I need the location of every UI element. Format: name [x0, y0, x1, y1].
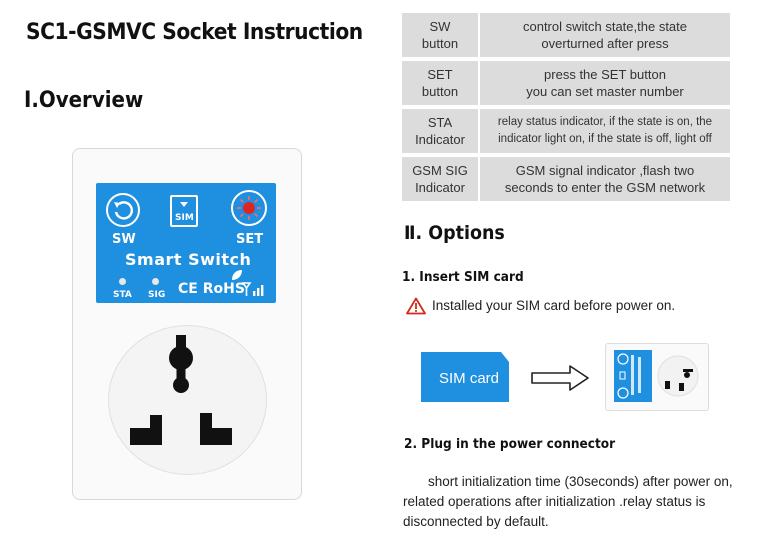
table-row: [402, 61, 730, 105]
table-desc-line: you can set master number: [526, 84, 684, 99]
arrow-right-icon: [530, 364, 592, 392]
table-desc-line: control switch state,the state: [522, 19, 688, 34]
sw-button-icon: [106, 193, 140, 227]
table-key: [402, 157, 480, 201]
cert-label: CE RoHS: [178, 281, 245, 297]
sta-label: STA: [113, 290, 132, 300]
sig-label: SIG: [148, 290, 166, 300]
table-key-line: button: [421, 84, 459, 99]
controls-table: [402, 9, 730, 205]
table-key: [402, 13, 480, 57]
outlet-holes-icon: [108, 325, 265, 473]
table-desc: [480, 61, 730, 105]
table-row: [402, 157, 730, 201]
sig-led-icon: [152, 278, 159, 285]
table-key-line: STA: [427, 115, 453, 130]
sw-label: SW: [112, 232, 136, 247]
warning-icon: [406, 297, 426, 315]
overview-heading: Ⅰ.Overview: [24, 88, 144, 113]
table-key: [402, 61, 480, 105]
brand-label: Smart Switch: [125, 250, 252, 269]
table-key-line: Indicator: [415, 180, 465, 195]
sim-note: Installed your SIM card before power on.: [432, 298, 676, 313]
signal-icon: [242, 280, 268, 298]
set-button-icon: [231, 190, 267, 226]
sta-led-icon: [119, 278, 126, 285]
table-row: [402, 109, 730, 153]
table-desc-line: indicator light on, if the state is off, light off: [498, 133, 712, 145]
refresh-icon: [108, 195, 138, 225]
table-desc: [480, 13, 730, 57]
sim-card-corner: [501, 352, 511, 364]
table-desc-line: overturned after press: [541, 36, 669, 51]
table-desc: [480, 157, 730, 201]
table-key-line: button: [421, 36, 459, 51]
leaf-icon: [230, 268, 244, 282]
sim-card-label: SIM card: [438, 370, 499, 387]
set-label: SET: [236, 232, 264, 247]
table-key-line: SET: [427, 67, 453, 82]
table-key: [402, 109, 480, 153]
table-key-line: GSM SIG: [412, 163, 468, 178]
step1-title: 1. Insert SIM card: [402, 269, 524, 285]
table-desc-line: seconds to enter the GSM network: [504, 180, 706, 195]
options-heading: Ⅱ. Options: [404, 222, 505, 244]
document-title: SC1-GSMVC Socket Instruction: [26, 20, 363, 45]
step2-text: short initialization time (30seconds) after power on, related operations after initialization .relay status is disconnected by default.: [403, 474, 733, 529]
table-desc: [480, 109, 730, 153]
table-desc-line: GSM signal indicator ,flash two: [515, 163, 695, 178]
table-desc-line: press the SET button: [544, 67, 666, 82]
mini-device-detail: [605, 343, 707, 409]
table-row: [402, 13, 730, 57]
sim-label: SIM: [175, 213, 194, 223]
step2-title: 2. Plug in the power connector: [404, 436, 616, 452]
status-light-icon: [233, 192, 265, 224]
table-desc-line: relay status indicator, if the state is on, the: [497, 116, 713, 128]
table-key-line: Indicator: [415, 132, 465, 147]
table-key-line: SW: [429, 19, 451, 34]
